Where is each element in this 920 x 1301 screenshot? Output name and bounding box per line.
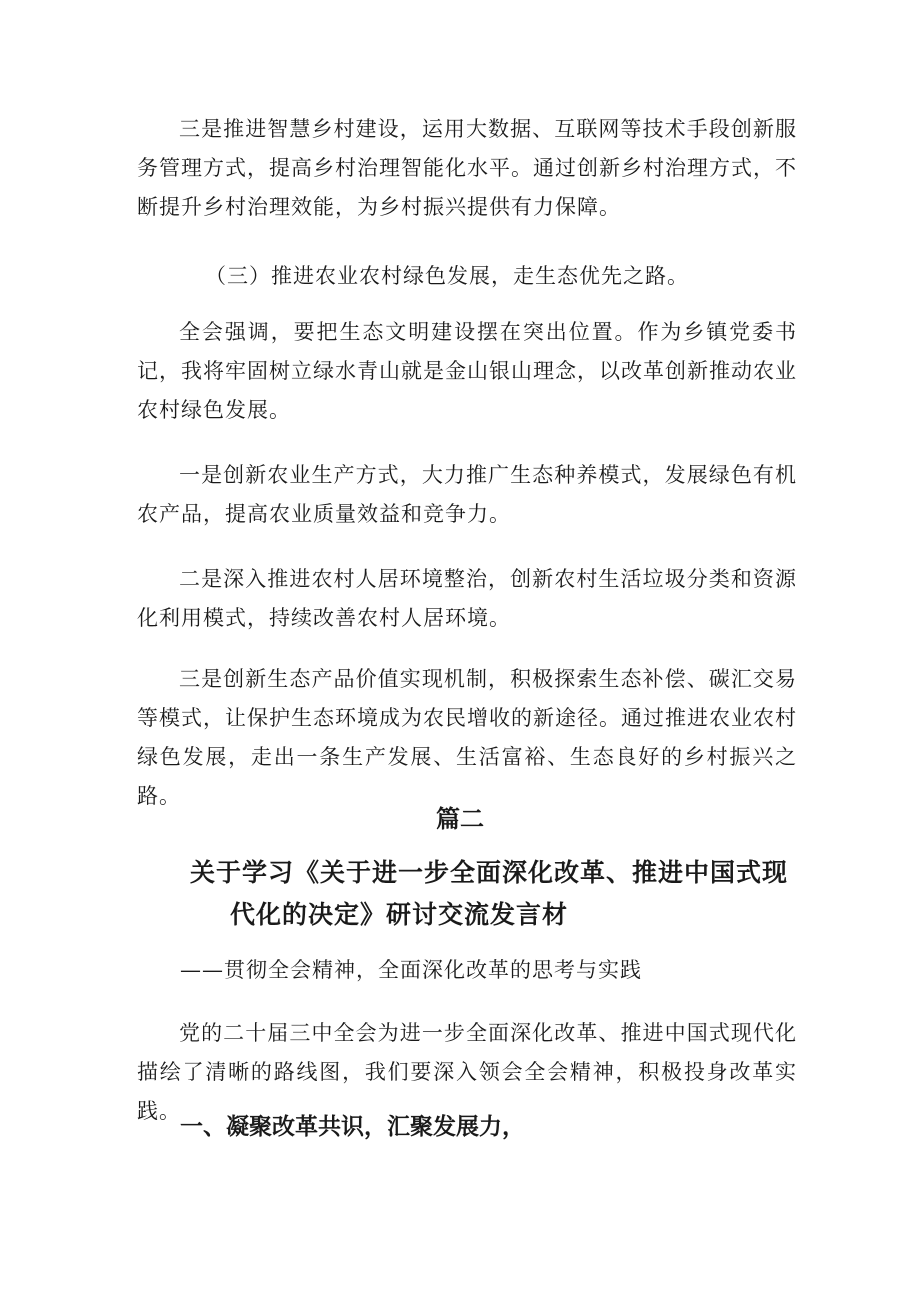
heading-section-one: 一、凝聚改革共识，汇聚发展力， xyxy=(180,1114,525,1140)
document-title xyxy=(160,852,820,936)
paragraph-production-mode: 一是创新农业生产方式，大力推广生态种养模式，发展绿色有机农产品，提高农业质量效益和竞争力。 xyxy=(137,463,797,526)
document-title-line-1: 关于学习《关于进一步全面深化改革、推进中国式现 xyxy=(190,858,789,887)
document-subtitle: ——贯彻全会精神，全面深化改革的思考与实践 xyxy=(180,958,642,982)
paragraph-ecological-civilization: 全会强调，要把生态文明建设摆在突出位置。作为乡镇党委书记，我将牢固树立绿水青山就是金山银山理念，以改革创新推动农业农村绿色发展。 xyxy=(137,320,797,422)
paragraph-smart-village: 三是推进智慧乡村建设，运用大数据、互联网等技术手段创新服务管理方式，提高乡村治理智能化水平。通过创新乡村治理方式，不断提升乡村治理效能，为乡村振兴提供有力保障。 xyxy=(137,117,797,219)
subheading-green-development: （三）推进农业农村绿色发展，走生态优先之路。 xyxy=(205,264,689,288)
paragraph-intro: 党的二十届三中全会为进一步全面深化改革、推进中国式现代化描绘了清晰的路线图，我们要深入领会全会精神，积极投身改革实践。 xyxy=(137,1021,797,1123)
paragraph-living-environment: 二是深入推进农村人居环境整治，创新农村生活垃圾分类和资源化利用模式，持续改善农村人居环境。 xyxy=(137,567,797,630)
document-title-line-2: 代化的决定》研讨交流发言材 xyxy=(230,900,569,929)
section-label: 篇二 xyxy=(436,805,484,833)
paragraph-eco-value: 三是创新生态产品价值实现机制，积极探索生态补偿、碳汇交易等模式，让保护生态环境成为农民增收的新途径。通过推进农业农村绿色发展，走出一条生产发展、生活富裕、生态良好的乡村振兴之路。 xyxy=(137,667,797,808)
